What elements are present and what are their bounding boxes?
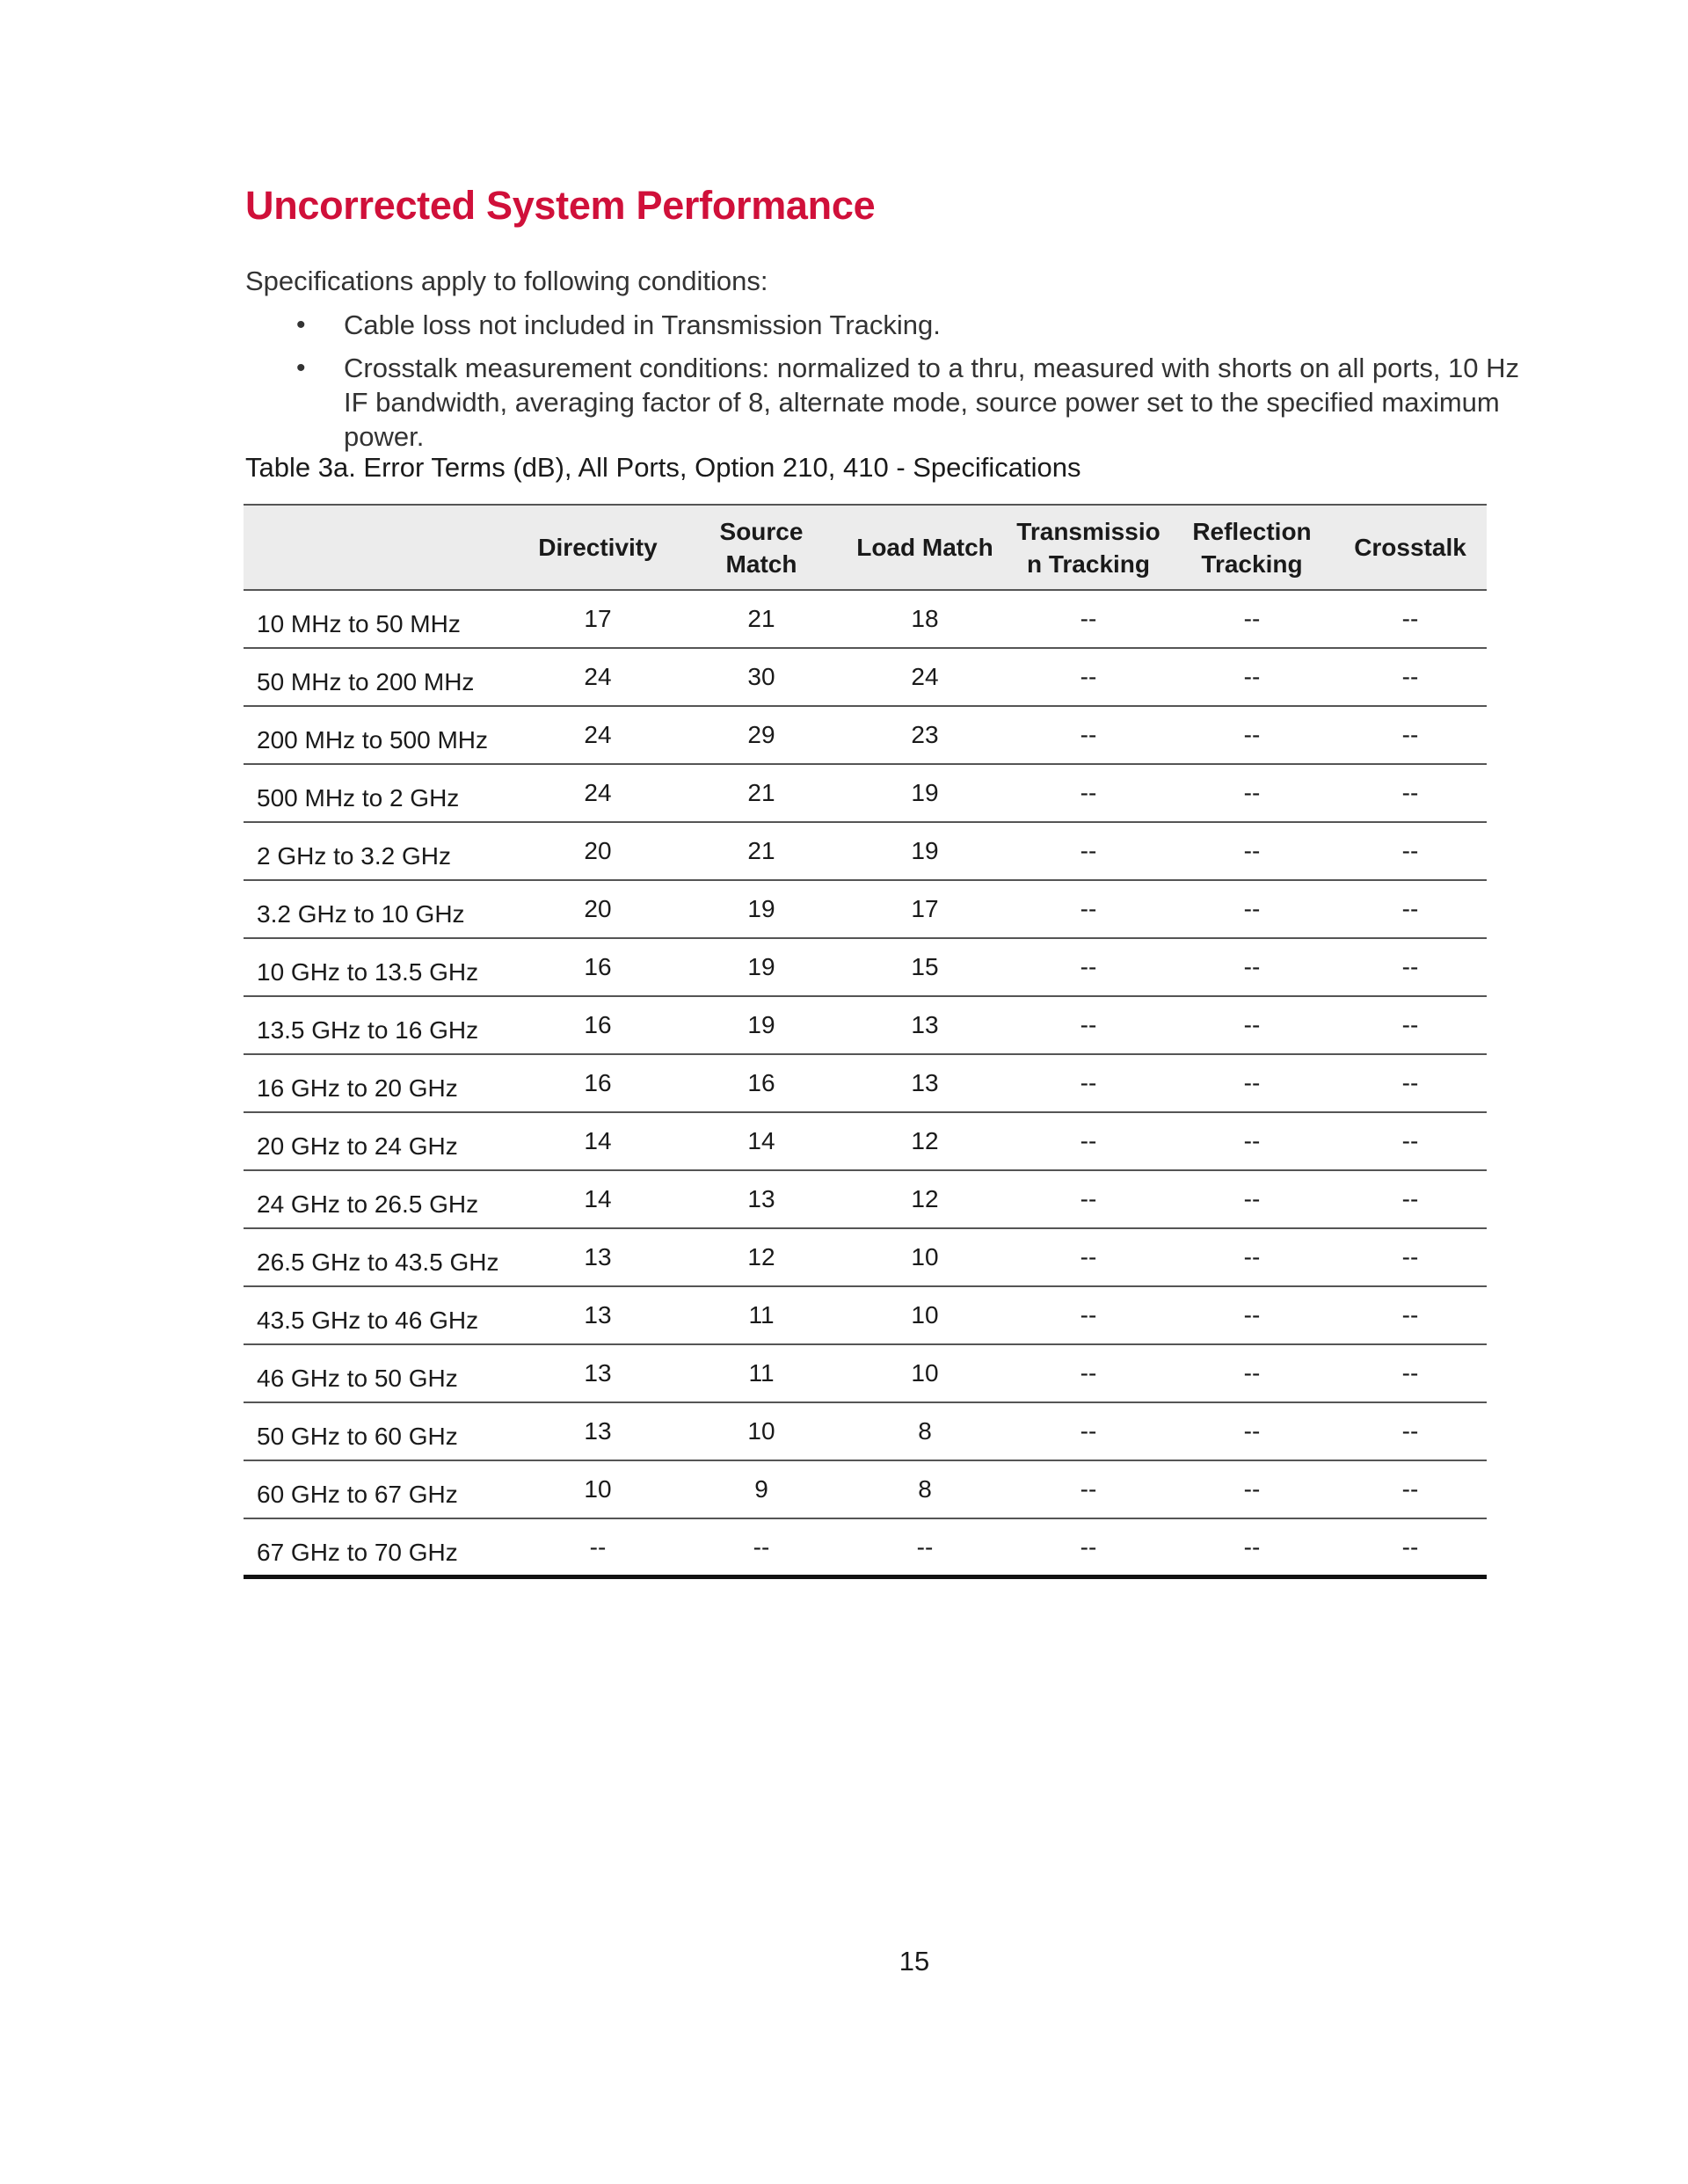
column-header-line: Match [725,550,797,578]
value-cell: -- [1007,996,1170,1054]
value-cell: 20 [516,880,680,938]
value-cell: 12 [843,1112,1007,1170]
error-terms-table [244,504,1487,1579]
table-row [244,648,1487,706]
value-cell: 21 [680,822,843,880]
value-cell: 23 [843,706,1007,764]
value-cell: 13 [516,1286,680,1344]
value-cell: -- [1334,764,1487,822]
value-cell: 14 [516,1170,680,1228]
value-cell: 11 [680,1286,843,1344]
value-cell: 17 [516,590,680,648]
value-cell: 13 [516,1228,680,1286]
value-cell: -- [1334,880,1487,938]
table-row [244,1344,1487,1402]
value-cell: -- [1170,822,1334,880]
value-cell: -- [1334,996,1487,1054]
value-cell: 10 [843,1228,1007,1286]
value-cell: 15 [843,938,1007,996]
column-header [1007,505,1170,590]
frequency-range-cell: 500 MHz to 2 GHz [244,764,516,822]
table-row [244,1170,1487,1228]
value-cell: 16 [516,938,680,996]
value-cell: -- [1334,822,1487,880]
table-row [244,996,1487,1054]
value-cell: -- [1170,938,1334,996]
frequency-range-cell: 24 GHz to 26.5 GHz [244,1170,516,1228]
value-cell: -- [1007,1344,1170,1402]
frequency-range-cell: 43.5 GHz to 46 GHz [244,1286,516,1344]
value-cell: 17 [843,880,1007,938]
value-cell: 16 [516,1054,680,1112]
conditions-list [245,308,1546,462]
column-header-line: Reflection [1192,517,1312,545]
value-cell: -- [1334,1344,1487,1402]
table-caption: Table 3a. Error Terms (dB), All Ports, Option 210, 410 - Specifications [245,452,1081,483]
value-cell: -- [1170,1518,1334,1576]
condition-item [245,351,1546,454]
frequency-range-cell: 67 GHz to 70 GHz [244,1518,516,1576]
value-cell: 24 [843,648,1007,706]
value-cell: 21 [680,590,843,648]
value-cell: 13 [843,996,1007,1054]
table-row [244,706,1487,764]
table-row [244,822,1487,880]
value-cell: -- [1007,706,1170,764]
value-cell: -- [1170,996,1334,1054]
frequency-range-cell: 13.5 GHz to 16 GHz [244,996,516,1054]
value-cell: -- [1007,880,1170,938]
frequency-range-cell: 10 GHz to 13.5 GHz [244,938,516,996]
value-cell: 21 [680,764,843,822]
column-header [843,505,1007,590]
value-cell: 29 [680,706,843,764]
value-cell: -- [1007,1054,1170,1112]
value-cell: 24 [516,648,680,706]
value-cell: -- [1007,764,1170,822]
frequency-range-cell: 50 MHz to 200 MHz [244,648,516,706]
column-header [516,505,680,590]
value-cell: -- [680,1518,843,1576]
value-cell: 19 [843,764,1007,822]
value-cell: -- [1007,590,1170,648]
value-cell: -- [1007,1402,1170,1460]
value-cell: -- [516,1518,680,1576]
value-cell: -- [1007,648,1170,706]
value-cell: 12 [680,1228,843,1286]
condition-text: Crosstalk measurement conditions: normalized to a thru, measured with shorts on all ports, 10 Hz IF bandwidth, averaging factor of 8, alternate mode, source power set to the specified maximum power. [344,353,1520,452]
value-cell: -- [1334,1518,1487,1576]
frequency-range-cell: 50 GHz to 60 GHz [244,1402,516,1460]
table-row [244,1286,1487,1344]
column-header [1334,505,1487,590]
value-cell: 14 [516,1112,680,1170]
table-row [244,938,1487,996]
value-cell: -- [1170,764,1334,822]
column-header-line: n Tracking [1026,550,1151,578]
value-cell: -- [1007,1228,1170,1286]
value-cell: 16 [516,996,680,1054]
value-cell: -- [1334,1402,1487,1460]
value-cell: -- [1334,1170,1487,1228]
value-cell: -- [1170,1402,1334,1460]
table-header [244,505,1487,590]
column-header [1170,505,1334,590]
column-header-line: Source [719,517,804,545]
value-cell: 10 [843,1344,1007,1402]
value-cell: 19 [680,996,843,1054]
column-header-line: Transmissio [1016,517,1160,545]
conditions-intro: Specifications apply to following conditions: [245,266,768,296]
value-cell: 24 [516,706,680,764]
value-cell: 19 [843,822,1007,880]
column-header [244,505,516,590]
table-row [244,1460,1487,1518]
table-header-row [244,505,1487,590]
value-cell: -- [1334,938,1487,996]
frequency-range-cell: 60 GHz to 67 GHz [244,1460,516,1518]
value-cell: -- [1170,1460,1334,1518]
condition-text: Cable loss not included in Transmission Tracking. [344,309,941,340]
value-cell: -- [1170,1286,1334,1344]
value-cell: 13 [843,1054,1007,1112]
value-cell: -- [1007,1460,1170,1518]
value-cell: -- [1170,1054,1334,1112]
table-row [244,1518,1487,1576]
condition-item [245,308,1546,342]
table-row [244,1054,1487,1112]
value-cell: -- [1334,706,1487,764]
value-cell: 9 [680,1460,843,1518]
value-cell: -- [1334,590,1487,648]
value-cell: -- [1334,1112,1487,1170]
value-cell: -- [1007,822,1170,880]
table-body [244,590,1487,1576]
column-header-line: Crosstalk [1354,534,1466,561]
value-cell: 13 [516,1344,680,1402]
value-cell: -- [1170,648,1334,706]
value-cell: 10 [516,1460,680,1518]
value-cell: 11 [680,1344,843,1402]
value-cell: 8 [843,1402,1007,1460]
value-cell: 24 [516,764,680,822]
value-cell: -- [1007,1112,1170,1170]
table-row [244,764,1487,822]
page-title: Uncorrected System Performance [245,183,876,228]
value-cell: -- [1007,938,1170,996]
value-cell: -- [1334,1460,1487,1518]
table-row [244,1402,1487,1460]
value-cell: -- [1170,1112,1334,1170]
value-cell: -- [1334,1228,1487,1286]
page-number: 15 [899,1946,930,1977]
frequency-range-cell: 46 GHz to 50 GHz [244,1344,516,1402]
frequency-range-cell: 10 MHz to 50 MHz [244,590,516,648]
value-cell: 13 [516,1402,680,1460]
value-cell: 13 [680,1170,843,1228]
value-cell: -- [1170,590,1334,648]
frequency-range-cell: 16 GHz to 20 GHz [244,1054,516,1112]
value-cell: 19 [680,938,843,996]
table-row [244,1112,1487,1170]
frequency-range-cell: 20 GHz to 24 GHz [244,1112,516,1170]
value-cell: 10 [843,1286,1007,1344]
value-cell: 16 [680,1054,843,1112]
column-header [680,505,843,590]
value-cell: -- [1170,880,1334,938]
value-cell: -- [1334,1054,1487,1112]
value-cell: 20 [516,822,680,880]
value-cell: 19 [680,880,843,938]
value-cell: -- [1007,1518,1170,1576]
frequency-range-cell: 3.2 GHz to 10 GHz [244,880,516,938]
bullet-icon: • [296,353,306,382]
value-cell: 18 [843,590,1007,648]
value-cell: -- [1170,1170,1334,1228]
value-cell: 12 [843,1170,1007,1228]
value-cell: -- [1334,1286,1487,1344]
column-header-line: Directivity [538,534,658,561]
value-cell: 14 [680,1112,843,1170]
frequency-range-cell: 2 GHz to 3.2 GHz [244,822,516,880]
column-header-line: Load Match [856,534,993,561]
column-header-line: Tracking [1201,550,1303,578]
frequency-range-cell: 200 MHz to 500 MHz [244,706,516,764]
value-cell: -- [1007,1170,1170,1228]
bullet-icon: • [296,310,306,339]
value-cell: 8 [843,1460,1007,1518]
table-row [244,880,1487,938]
frequency-range-cell: 26.5 GHz to 43.5 GHz [244,1228,516,1286]
value-cell: -- [1007,1286,1170,1344]
table-row [244,1228,1487,1286]
value-cell: -- [1170,1228,1334,1286]
value-cell: 10 [680,1402,843,1460]
value-cell: -- [843,1518,1007,1576]
value-cell: 30 [680,648,843,706]
value-cell: -- [1334,648,1487,706]
value-cell: -- [1170,706,1334,764]
table-row [244,590,1487,648]
value-cell: -- [1170,1344,1334,1402]
